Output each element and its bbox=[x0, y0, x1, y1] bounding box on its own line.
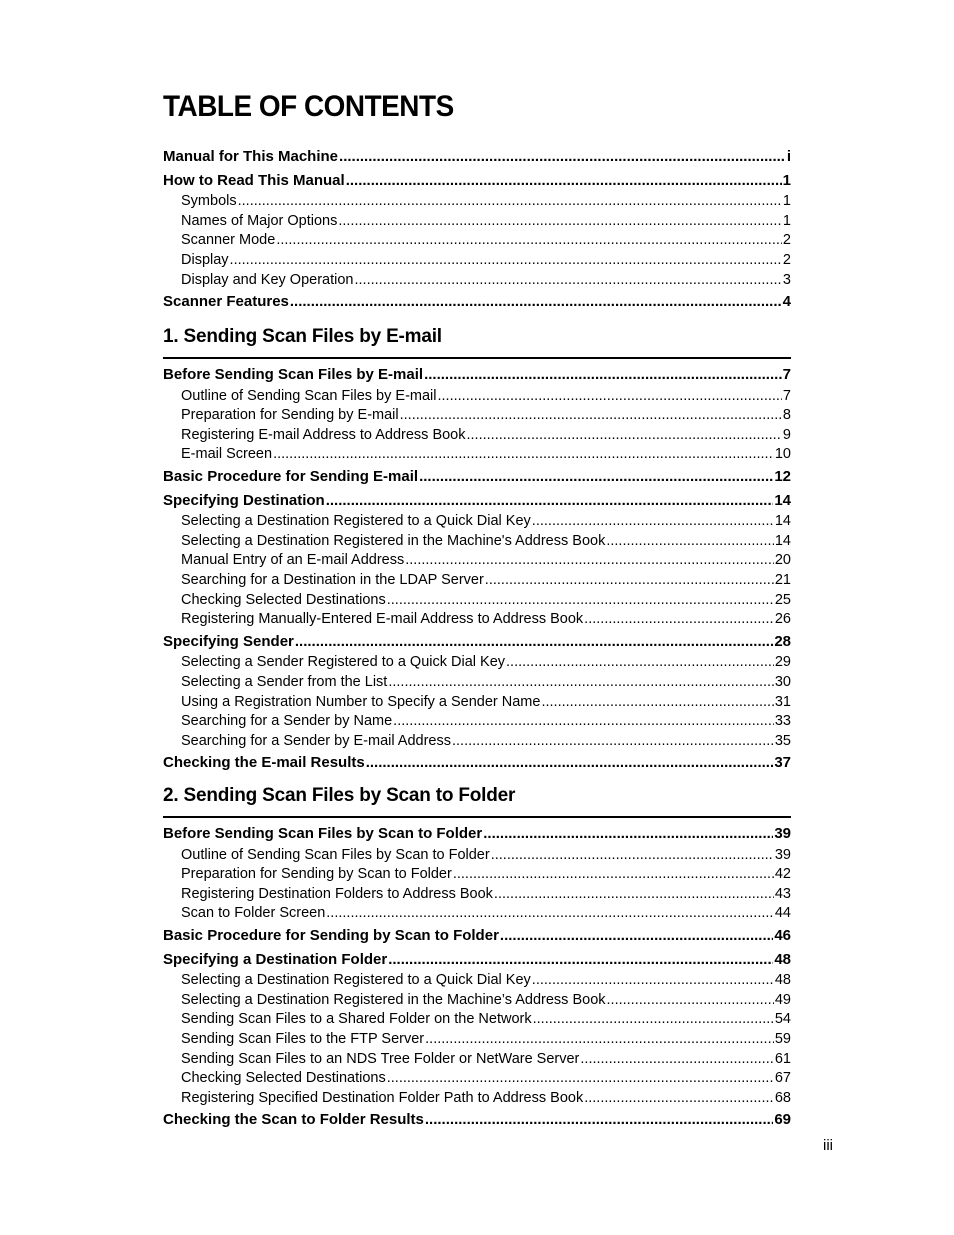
entry-page-number: 46 bbox=[774, 926, 791, 944]
entry-page-number: 20 bbox=[774, 552, 791, 569]
toc-subsection-entry[interactable] bbox=[163, 1050, 791, 1070]
entry-page-number: 14 bbox=[774, 532, 791, 549]
toc-section-entry[interactable] bbox=[163, 948, 791, 972]
dot-leader bbox=[584, 1089, 774, 1109]
toc-subsection-entry[interactable] bbox=[163, 885, 791, 905]
entry-page-number: 67 bbox=[774, 1070, 791, 1087]
entry-page-number: 59 bbox=[774, 1030, 791, 1047]
toc-subsection-entry[interactable] bbox=[163, 846, 791, 866]
entry-title: Outline of Sending Scan Files by Scan to Folder bbox=[181, 846, 490, 863]
dot-leader bbox=[500, 924, 773, 948]
toc-subsection-entry[interactable] bbox=[163, 192, 791, 212]
toc-section-entry[interactable] bbox=[163, 363, 791, 387]
entry-title: Registering Manually-Entered E-mail Address to Address Book bbox=[181, 611, 584, 628]
entry-title: Specifying Sender bbox=[163, 632, 294, 650]
dot-leader bbox=[290, 290, 782, 314]
dot-leader bbox=[400, 406, 782, 426]
entry-page-number: 54 bbox=[774, 1011, 791, 1028]
dot-leader bbox=[366, 751, 774, 775]
entry-page-number: 48 bbox=[774, 972, 791, 989]
entry-title: Selecting a Destination Registered to a Quick Dial Key bbox=[181, 513, 531, 530]
toc-chapter-2 bbox=[163, 822, 791, 1132]
entry-page-number: 10 bbox=[774, 446, 791, 463]
toc-section-entry[interactable] bbox=[163, 1108, 791, 1132]
entry-page-number: 2 bbox=[782, 251, 791, 268]
entry-title: Selecting a Destination Registered to a Quick Dial Key bbox=[181, 972, 531, 989]
entry-page-number: 35 bbox=[774, 732, 791, 749]
entry-page-number: i bbox=[786, 148, 791, 165]
entry-page-number: 7 bbox=[782, 387, 791, 404]
entry-title: Basic Procedure for Sending E-mail bbox=[163, 467, 419, 485]
entry-title: Names of Major Options bbox=[181, 212, 338, 229]
toc-subsection-entry[interactable] bbox=[163, 1069, 791, 1089]
toc-section-entry[interactable] bbox=[163, 145, 791, 169]
toc-section-entry[interactable] bbox=[163, 290, 791, 314]
toc-subsection-entry[interactable] bbox=[163, 512, 791, 532]
chapter-1-heading-block bbox=[163, 326, 791, 359]
dot-leader bbox=[494, 885, 774, 905]
entry-page-number: 9 bbox=[782, 426, 791, 443]
entry-page-number: 31 bbox=[774, 693, 791, 710]
entry-title: Selecting a Destination Registered in the Machine's Address Book bbox=[181, 532, 606, 549]
dot-leader bbox=[388, 673, 774, 693]
dot-leader bbox=[338, 212, 782, 232]
dot-leader bbox=[485, 571, 774, 591]
dot-leader bbox=[387, 591, 774, 611]
dot-leader bbox=[273, 445, 774, 465]
dot-leader bbox=[607, 991, 774, 1011]
dot-leader bbox=[584, 610, 774, 630]
toc-subsection-entry[interactable] bbox=[163, 231, 791, 251]
toc-chapter-1 bbox=[163, 363, 791, 775]
chapter-heading: 2. Sending Scan Files by Scan to Folder bbox=[163, 785, 791, 818]
entry-title: Specifying a Destination Folder bbox=[163, 950, 388, 968]
entry-page-number: 30 bbox=[774, 673, 791, 690]
entry-page-number: 33 bbox=[774, 713, 791, 730]
toc-subsection-entry[interactable] bbox=[163, 387, 791, 407]
toc-subsection-entry[interactable] bbox=[163, 1089, 791, 1109]
entry-title: Scanner Mode bbox=[181, 232, 276, 249]
entry-title: Checking Selected Destinations bbox=[181, 1070, 386, 1087]
dot-leader bbox=[387, 1069, 774, 1089]
entry-title: Scan to Folder Screen bbox=[181, 905, 326, 922]
entry-title: Sending Scan Files to an NDS Tree Folder or NetWare Server bbox=[181, 1050, 580, 1067]
dot-leader bbox=[393, 712, 774, 732]
entry-title: Preparation for Sending by E-mail bbox=[181, 407, 399, 424]
entry-page-number: 1 bbox=[782, 193, 791, 210]
toc-subsection-entry[interactable] bbox=[163, 532, 791, 552]
dot-leader bbox=[438, 387, 782, 407]
dot-leader bbox=[388, 948, 773, 972]
dot-leader bbox=[506, 653, 774, 673]
entry-title: Display bbox=[181, 251, 229, 268]
dot-leader bbox=[533, 1010, 774, 1030]
entry-page-number: 61 bbox=[774, 1050, 791, 1067]
toc-subsection-entry[interactable] bbox=[163, 971, 791, 991]
chapter-2-heading-block bbox=[163, 785, 791, 818]
entry-title: Searching for a Destination in the LDAP Server bbox=[181, 571, 484, 588]
entry-title: Selecting a Sender from the List bbox=[181, 673, 388, 690]
entry-title: Before Sending Scan Files by Scan to Folder bbox=[163, 825, 483, 842]
entry-page-number: 21 bbox=[774, 571, 791, 588]
toc-subsection-entry[interactable] bbox=[163, 991, 791, 1011]
entry-title: Sending Scan Files to a Shared Folder on the Network bbox=[181, 1011, 532, 1028]
entry-title: Basic Procedure for Sending by Scan to Folder bbox=[163, 926, 499, 944]
dot-leader bbox=[339, 145, 786, 169]
toc-subsection-entry[interactable] bbox=[163, 732, 791, 752]
entry-page-number: 39 bbox=[774, 846, 791, 863]
toc-subsection-entry[interactable] bbox=[163, 271, 791, 291]
dot-leader bbox=[295, 630, 773, 654]
dot-leader bbox=[425, 1108, 773, 1132]
toc-subsection-entry[interactable] bbox=[163, 673, 791, 693]
dot-leader bbox=[453, 865, 774, 885]
dot-leader bbox=[424, 363, 782, 387]
entry-page-number: 3 bbox=[782, 271, 791, 288]
toc-section-entry[interactable] bbox=[163, 465, 791, 489]
dot-leader bbox=[230, 251, 782, 271]
toc-subsection-entry[interactable] bbox=[163, 610, 791, 630]
toc-subsection-entry[interactable] bbox=[163, 653, 791, 673]
entry-title: Selecting a Sender Registered to a Quick Dial Key bbox=[181, 654, 506, 671]
dot-leader bbox=[541, 693, 773, 713]
entry-page-number: 29 bbox=[774, 654, 791, 671]
entry-title: Searching for a Sender by E-mail Address bbox=[181, 732, 451, 749]
toc-subsection-entry[interactable] bbox=[163, 591, 791, 611]
entry-page-number: 1 bbox=[782, 171, 791, 189]
entry-page-number: 49 bbox=[774, 991, 791, 1008]
entry-page-number: 14 bbox=[774, 491, 791, 509]
toc-section-entry[interactable] bbox=[163, 169, 791, 193]
entry-page-number: 12 bbox=[774, 467, 791, 485]
page-title: TABLE OF CONTENTS bbox=[163, 90, 454, 123]
toc-subsection-entry[interactable] bbox=[163, 693, 791, 713]
entry-title: Outline of Sending Scan Files by E-mail bbox=[181, 387, 437, 404]
toc-subsection-entry[interactable] bbox=[163, 571, 791, 591]
dot-leader bbox=[606, 532, 774, 552]
entry-title: Manual Entry of an E-mail Address bbox=[181, 552, 405, 569]
entry-page-number: 48 bbox=[774, 950, 791, 968]
entry-title: Registering E-mail Address to Address Book bbox=[181, 426, 466, 443]
dot-leader bbox=[405, 551, 774, 571]
dot-leader bbox=[346, 169, 782, 193]
entry-page-number: 7 bbox=[782, 366, 791, 383]
entry-page-number: 39 bbox=[774, 825, 791, 842]
entry-page-number: 37 bbox=[774, 754, 791, 772]
entry-page-number: 25 bbox=[774, 591, 791, 608]
dot-leader bbox=[276, 231, 782, 251]
toc-subsection-entry[interactable] bbox=[163, 712, 791, 732]
entry-title: Sending Scan Files to the FTP Server bbox=[181, 1030, 425, 1047]
dot-leader bbox=[467, 426, 782, 446]
toc-subsection-entry[interactable] bbox=[163, 1010, 791, 1030]
toc-section-entry[interactable] bbox=[163, 924, 791, 948]
entry-title: Preparation for Sending by Scan to Folder bbox=[181, 866, 452, 883]
entry-page-number: 8 bbox=[782, 407, 791, 424]
toc-subsection-entry[interactable] bbox=[163, 406, 791, 426]
toc-subsection-entry[interactable] bbox=[163, 1030, 791, 1050]
toc-subsection-entry[interactable] bbox=[163, 251, 791, 271]
entry-page-number: 69 bbox=[774, 1111, 791, 1129]
entry-title: Selecting a Destination Registered in the Machine’s Address Book bbox=[181, 991, 606, 1008]
toc-subsection-entry[interactable] bbox=[163, 426, 791, 446]
dot-leader bbox=[532, 971, 774, 991]
entry-title: Manual for This Machine bbox=[163, 148, 339, 165]
entry-page-number: 44 bbox=[774, 905, 791, 922]
entry-title: Specifying Destination bbox=[163, 491, 325, 509]
toc-section-entry[interactable] bbox=[163, 489, 791, 513]
dot-leader bbox=[419, 465, 773, 489]
entry-page-number: 4 bbox=[782, 293, 791, 311]
entry-page-number: 1 bbox=[782, 212, 791, 229]
entry-page-number: 68 bbox=[774, 1089, 791, 1106]
entry-title: Checking the E-mail Results bbox=[163, 754, 365, 772]
entry-title: Registering Specified Destination Folder Path to Address Book bbox=[181, 1089, 584, 1106]
toc-subsection-entry[interactable] bbox=[163, 865, 791, 885]
entry-page-number: 28 bbox=[774, 632, 791, 650]
page-number: iii bbox=[823, 1137, 833, 1154]
toc-subsection-entry[interactable] bbox=[163, 445, 791, 465]
entry-page-number: 42 bbox=[774, 866, 791, 883]
entry-title: Checking Selected Destinations bbox=[181, 591, 386, 608]
entry-title: Searching for a Sender by Name bbox=[181, 713, 393, 730]
chapter-heading: 1. Sending Scan Files by E-mail bbox=[163, 326, 791, 359]
dot-leader bbox=[580, 1050, 773, 1070]
entry-title: Scanner Features bbox=[163, 293, 289, 311]
entry-page-number: 2 bbox=[782, 232, 791, 249]
toc-section-entry[interactable] bbox=[163, 822, 791, 846]
toc-section-entry[interactable] bbox=[163, 751, 791, 775]
entry-page-number: 26 bbox=[774, 611, 791, 628]
entry-page-number: 14 bbox=[774, 513, 791, 530]
dot-leader bbox=[491, 846, 774, 866]
entry-title: E-mail Screen bbox=[181, 446, 273, 463]
toc-subsection-entry[interactable] bbox=[163, 904, 791, 924]
entry-title: Symbols bbox=[181, 193, 237, 210]
entry-title: Registering Destination Folders to Address Book bbox=[181, 885, 493, 902]
dot-leader bbox=[532, 512, 774, 532]
entry-title: How to Read This Manual bbox=[163, 171, 345, 189]
entry-title: Display and Key Operation bbox=[181, 271, 354, 288]
entry-page-number: 43 bbox=[774, 885, 791, 902]
dot-leader bbox=[326, 489, 774, 513]
entry-title: Using a Registration Number to Specify a Sender Name bbox=[181, 693, 541, 710]
toc-section-entry[interactable] bbox=[163, 630, 791, 654]
dot-leader bbox=[452, 732, 774, 752]
toc-subsection-entry[interactable] bbox=[163, 551, 791, 571]
entry-title: Before Sending Scan Files by E-mail bbox=[163, 366, 424, 383]
toc-front-matter bbox=[163, 145, 791, 314]
dot-leader bbox=[425, 1030, 774, 1050]
dot-leader bbox=[326, 904, 774, 924]
toc-subsection-entry[interactable] bbox=[163, 212, 791, 232]
dot-leader bbox=[483, 822, 773, 846]
dot-leader bbox=[238, 192, 782, 212]
entry-title: Checking the Scan to Folder Results bbox=[163, 1111, 424, 1129]
dot-leader bbox=[355, 271, 782, 291]
